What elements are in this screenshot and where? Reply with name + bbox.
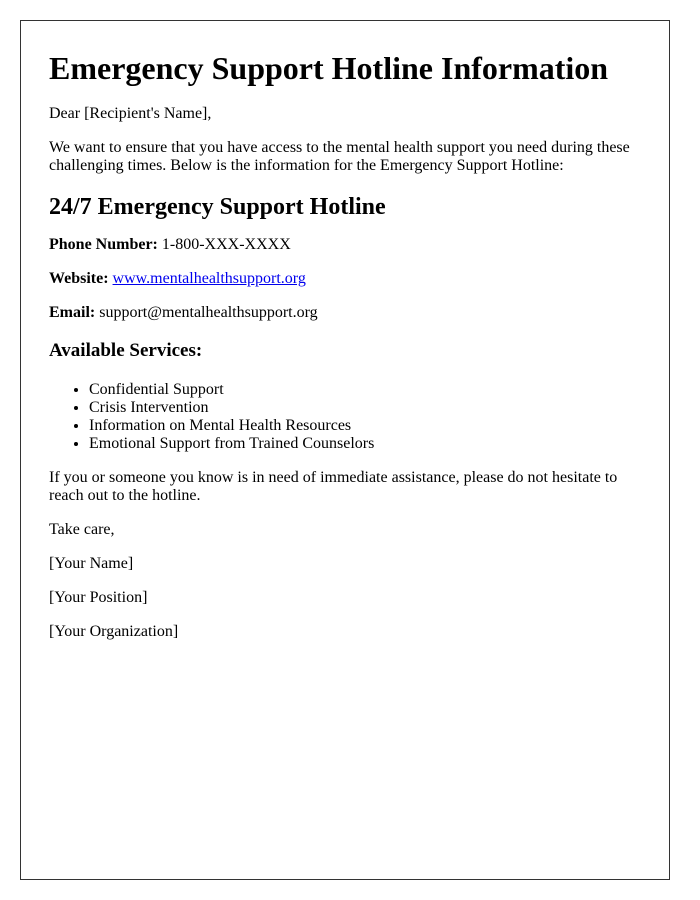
signature-name: [Your Name] [49, 554, 134, 572]
website-link[interactable]: www.mentalhealthsupport.org [112, 270, 306, 288]
list-item: • Crisis Intervention [89, 399, 649, 417]
intro-paragraph: We want to ensure that you have access to the mental health support you need during these challenging times. Below is the information for the Emergency Support Hotline: [49, 139, 630, 175]
letter-container [20, 20, 670, 880]
signature-organization: [Your Organization] [49, 622, 179, 640]
website-line [49, 270, 649, 288]
list-item: • Emotional Support from Trained Counselors [89, 435, 649, 453]
signoff: Take care, [49, 520, 115, 538]
signature-block [49, 521, 649, 641]
greeting: Dear [Recipient's Name], [49, 105, 212, 123]
signature-position: [Your Position] [49, 588, 148, 606]
email-line [49, 304, 649, 322]
phone-label: Phone Number: [49, 236, 158, 254]
email-label: Email: [49, 304, 96, 322]
list-item: • Information on Mental Health Resources [89, 417, 649, 435]
website-label: Website: [49, 270, 109, 288]
email-value: support@mentalhealthsupport.org [99, 304, 318, 322]
phone-line [49, 236, 649, 254]
services-list [49, 381, 649, 453]
page-title: Emergency Support Hotline Information [49, 50, 609, 86]
list-item: • Confidential Support [89, 381, 649, 399]
closing-paragraph: If you or someone you know is in need of immediate assistance, please do not hesitate to reach out to the hotline. [49, 468, 618, 504]
services-heading: Available Services: [49, 340, 203, 362]
hotline-heading: 24/7 Emergency Support Hotline [49, 194, 386, 221]
phone-value: 1-800-XXX-XXXX [161, 236, 291, 254]
